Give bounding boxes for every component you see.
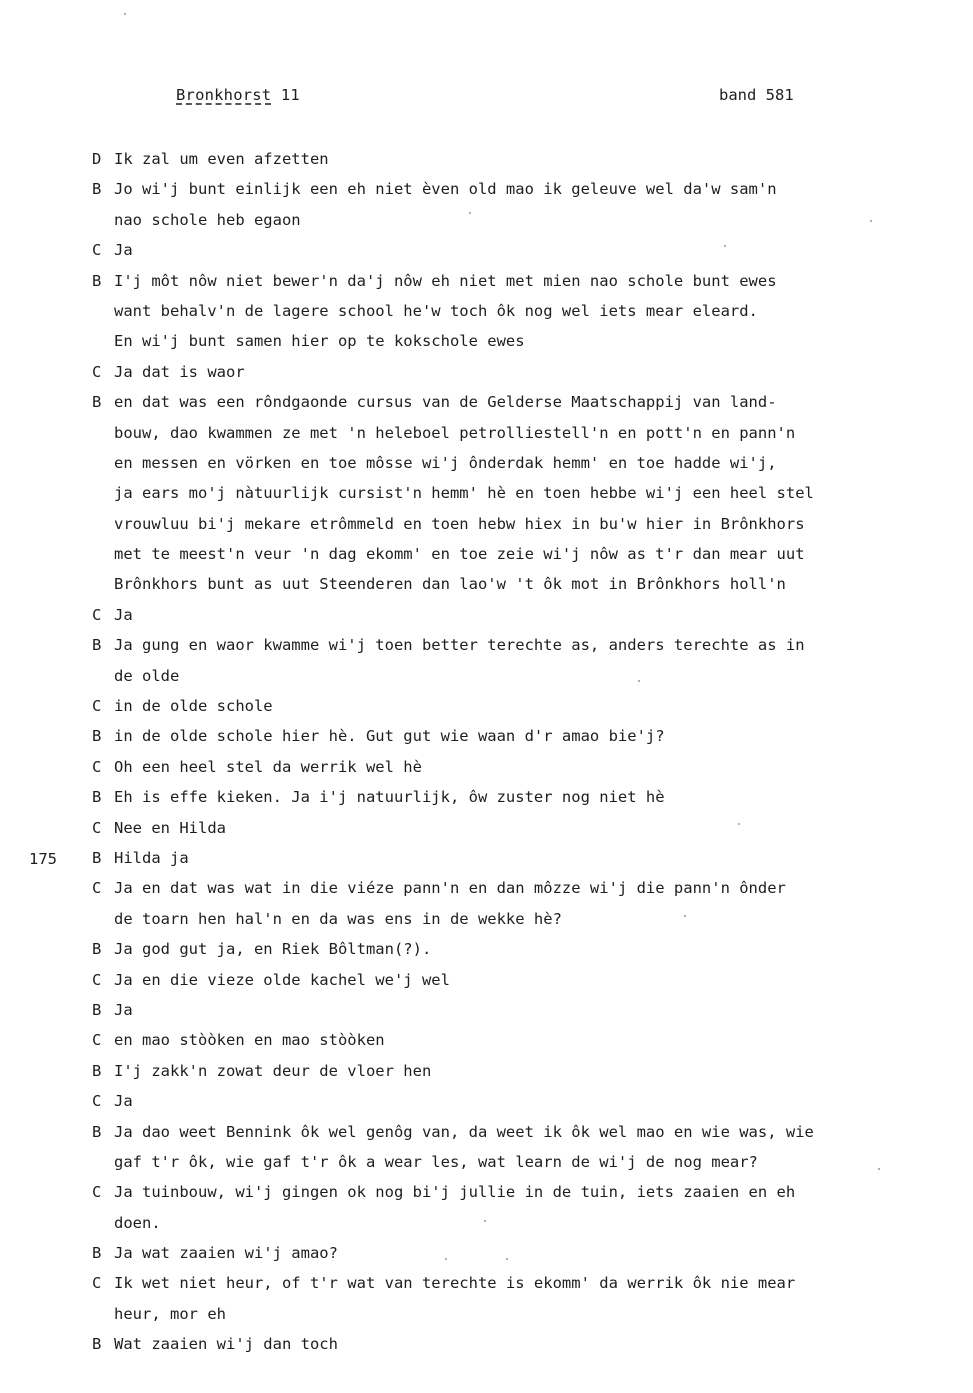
scan-speck [484,1220,486,1222]
line-text: Ik zal um even afzetten [114,150,329,168]
transcript-continuation-line [92,1147,922,1177]
line-text: Ik wet niet heur, of t'r wat van terechte is ekomm' da werrik ôk nie mear [114,1274,796,1293]
line-text: in de olde schole [114,697,273,716]
line-text: gaf t'r ôk, wie gaf t'r ôk a wear les, wat learn de wi'j de nog mear? [114,1152,758,1171]
speaker-label: C [92,1031,102,1050]
line-text: Ja gung en waor kwamme wi'j toen better terechte as, anders terechte as in [114,636,805,655]
line-text: Nee en Hilda [114,818,226,837]
speaker-label: C [92,1092,102,1111]
speaker-label: C [92,697,102,716]
scan-speck [506,1258,508,1260]
line-text: Oh een heel stel da werrik wel hè [114,757,422,776]
line-text: en messen en vörken en toe môsse wi'j ônderdak hemm' en toe hadde wi'j, [114,453,777,472]
transcript-continuation-line [92,418,922,448]
speaker-label: C [92,970,102,989]
transcript-line [92,873,922,903]
transcript-line [92,965,922,995]
transcript-continuation-line [92,296,922,326]
speaker-label: C [92,1183,102,1202]
transcript-continuation-line [92,509,922,539]
header-band: band 581 [719,86,794,104]
transcript-line [92,813,922,843]
speaker-label: B [92,1244,102,1263]
line-text: doen. [114,1213,161,1232]
line-text: Ja en die vieze olde kachel we'j wel [114,970,450,989]
transcript-line [92,1268,922,1298]
speaker-label: B [92,1000,102,1019]
transcript-line [92,782,922,812]
transcript-line [92,357,922,387]
transcript-line [92,1329,922,1359]
scan-speck [878,1168,880,1170]
line-text: want behalv'n de lagere school he'w toch ôk nog wel iets mear eleard. [114,301,758,320]
speaker-label: B [92,636,102,655]
scan-speck [684,915,686,917]
line-text: heur, mor eh [114,1304,226,1323]
transcript-line [92,235,922,265]
speaker-label: B [92,271,102,290]
transcript-continuation-line [92,1299,922,1329]
line-text: Ja [114,1000,133,1019]
line-text: Ja wat zaaien wi'j amao? [114,1244,338,1263]
transcript-line [92,600,922,630]
transcript-continuation-line [92,478,922,508]
transcript-line [92,1238,922,1268]
transcript-line [92,721,922,751]
line-text: de toarn hen hal'n en da was ens in de wekke hè? [114,909,562,928]
line-text: met te meest'n veur 'n dag ekomm' en toe zeie wi'j nôw as t'r dan mear uut [114,545,805,564]
transcript-line [92,387,922,417]
transcript-continuation-line [92,904,922,934]
transcript-continuation-line [92,539,922,569]
line-text: ja ears mo'j nàtuurlijk cursist'n hemm' hè en toen hebbe wi'j een heel stel [114,484,814,503]
scan-speck [870,220,872,222]
line-text: Brônkhors bunt as uut Steenderen dan lao'w 't ôk mot in Brônkhors holl'n [114,575,786,594]
speaker-label: C [92,1274,102,1293]
line-text: in de olde schole hier hè. Gut gut wie waan d'r amao bie'j? [114,727,665,746]
transcript-line [92,144,922,174]
line-text: I'j môt nôw niet bewer'n da'j nôw eh niet met mien nao schole bunt ewes [114,271,777,290]
header-place: Bronkhorst [176,86,272,104]
line-text: Wat zaaien wi'j dan toch [114,1335,338,1354]
scan-speck [445,1258,447,1260]
line-text: Ja dat is waor [114,362,245,381]
line-text: nao schole heb egaon [114,210,301,229]
transcript-line [92,1086,922,1116]
transcript-continuation-line [92,661,922,691]
transcript-line [92,174,922,204]
transcript-continuation-line [92,326,922,356]
speaker-label: D [92,150,102,168]
speaker-label: C [92,605,102,624]
transcript-line [92,1056,922,1086]
line-text: de olde [114,666,180,685]
transcript-continuation-line [92,448,922,478]
speaker-label: B [92,940,102,959]
transcript-line [92,266,922,296]
line-text: Ja [114,241,133,260]
scan-speck [724,245,726,247]
transcript-line [92,1177,922,1207]
transcript-continuation-line [92,569,922,599]
speaker-label: B [92,727,102,746]
speaker-label: B [92,1061,102,1080]
line-text: I'j zakk'n zowat deur de vloer hen [114,1061,432,1080]
line-text: en mao stòòken en mao stòòken [114,1031,385,1050]
speaker-label: C [92,818,102,837]
line-text: Ja god gut ja, en Riek Bôltman(?). [114,940,432,959]
line-text: Ja [114,1092,133,1111]
transcript-continuation-line [92,1208,922,1238]
line-text: bouw, dao kwammen ze met 'n heleboel petrolliestell'n en pott'n en pann'n [114,423,796,442]
speaker-label: C [92,879,102,898]
transcript-line [92,752,922,782]
speaker-label: B [92,1335,102,1354]
line-text: Jo wi'j bunt einlijk een eh niet èven old mao ik geleuve wel da'w sam'n [114,180,777,199]
scan-speck [638,680,640,682]
speaker-label: C [92,362,102,381]
line-text: Hilda ja [114,848,189,867]
speaker-label: C [92,241,102,260]
line-text: Ja tuinbouw, wi'j gingen ok nog bi'j jullie in de tuin, iets zaaien en eh [114,1183,796,1202]
line-text: Eh is effe kieken. Ja i'j natuurlijk, ôw zuster nog niet hè [114,788,665,807]
scan-speck [469,212,471,214]
page-header-title [176,86,300,104]
transcript-body [92,144,922,1360]
speaker-label: B [92,180,102,199]
margin-line-number: 175 [29,850,57,868]
transcript-line [92,630,922,660]
speaker-label: B [92,788,102,807]
line-text: en dat was een rôndgaonde cursus van de Gelderse Maatschappij van land- [114,393,777,412]
speaker-label: B [92,393,102,412]
speaker-label: B [92,848,102,867]
transcript-line [92,934,922,964]
transcript-line [92,843,922,873]
line-text: Ja en dat was wat in die viéze pann'n en dan môzze wi'j die pann'n ônder [114,879,786,898]
transcript-line [92,995,922,1025]
speaker-label: C [92,757,102,776]
line-text: En wi'j bunt samen hier op te kokschole ewes [114,332,525,351]
transcript-continuation-line [92,205,922,235]
header-number: 11 [280,86,300,104]
scan-speck [738,823,740,825]
transcript-line [92,691,922,721]
transcript-line [92,1117,922,1147]
transcript-line [92,1025,922,1055]
line-text: Ja dao weet Bennink ôk wel genôg van, da weet ik ôk wel mao en wie was, wie [114,1122,814,1141]
line-text: vrouwluu bi'j mekare etrômmeld en toen hebw hiex in bu'w hier in Brônkhors [114,514,805,533]
speaker-label: B [92,1122,102,1141]
scan-speck [124,13,126,15]
line-text: Ja [114,605,133,624]
